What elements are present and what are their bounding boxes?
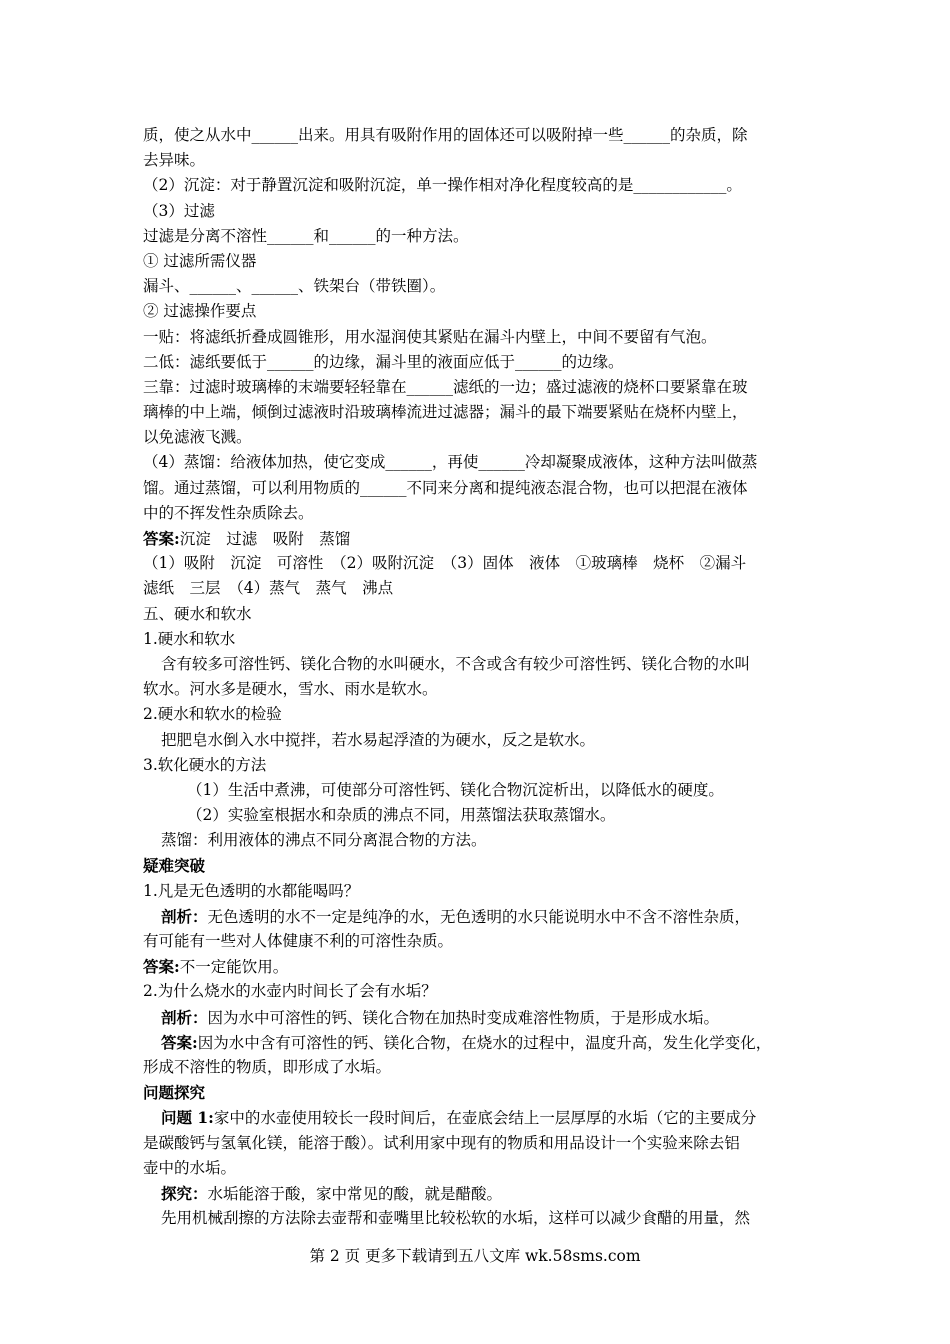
answer-label: 答案: xyxy=(143,529,180,548)
text-line: 中的不挥发性杂质除去。 xyxy=(143,503,314,522)
exploration-label: 探究： xyxy=(161,1183,208,1203)
paragraph: 先用机械刮擦的方法除去壶帮和壶嘴里比较松软的水垢，这样可以减少食醋的用量，然 xyxy=(161,1209,751,1228)
answer-cont: 形成不溶性的物质，即形成了水垢。 xyxy=(143,1057,392,1076)
text-line: ② 过滤操作要点 xyxy=(143,302,257,321)
problem-label: 问题 1: xyxy=(161,1108,214,1128)
text-line: 馏。通过蒸馏，可以利用物质的______不同来分离和提纯液态混合物，也可以把混在液体 xyxy=(143,478,748,497)
subheading: 2.硬水和软水的检验 xyxy=(143,705,282,724)
problem-text: 家中的水壶使用较长一段时间后，在壶底会结上一层厚厚的水垢（它的主要成分 xyxy=(213,1109,757,1128)
analysis-label: 剖析： xyxy=(161,906,208,926)
text-line: 一贴：将滤纸折叠成圆锥形，用水湿润使其紧贴在漏斗内壁上，中间不要留有气泡。 xyxy=(143,327,717,346)
problem-cont: 壶中的水垢。 xyxy=(143,1158,237,1177)
text-line: ① 过滤所需仪器 xyxy=(143,251,257,270)
analysis xyxy=(143,904,808,929)
answer-label: 答案: xyxy=(161,1032,198,1052)
section-title: 疑难突破 xyxy=(143,856,206,876)
answer-line xyxy=(143,954,808,979)
subheading: 3.软化硬水的方法 xyxy=(143,755,267,774)
page-body xyxy=(143,123,808,1231)
text-line: （2）沉淀：对于静置沉淀和吸附沉淀，单一操作相对净化程度较高的是____________。 xyxy=(143,176,742,195)
paragraph: 软水。河水多是硬水，雪水、雨水是软水。 xyxy=(143,680,438,699)
paragraph: （2）实验室根据水和杂质的沸点不同，用蒸馏法获取蒸馏水。 xyxy=(187,806,616,825)
question: 2.为什么烧水的水壶内时间长了会有水垢？ xyxy=(143,982,437,1001)
analysis-text: 无色透明的水不一定是纯净的水，无色透明的水只能说明水中不含不溶性杂质， xyxy=(207,907,751,926)
answer-label: 答案: xyxy=(143,957,180,977)
section-title: 问题探究 xyxy=(143,1083,206,1103)
analysis-cont: 有可能有一些对人体健康不利的可溶性杂质。 xyxy=(143,932,454,950)
analysis-label: 剖析： xyxy=(161,1007,208,1027)
answer-text: 因为水中含有可溶性的钙、镁化合物，在烧水的过程中，温度升高，发生化学变化， xyxy=(197,1033,772,1052)
text-line: （3）过滤 xyxy=(143,201,215,220)
paragraph: 把肥皂水倒入水中搅拌，若水易起浮渣的为硬水，反之是软水。 xyxy=(161,730,596,749)
text-line: 璃棒的中上端，倾倒过滤液时沿玻璃棒流进过滤器；漏斗的最下端要紧贴在烧杯内壁上， xyxy=(143,403,748,422)
paragraph: 含有较多可溶性钙、镁化合物的水叫硬水，不含或含有较少可溶性钙、镁化合物的水叫 xyxy=(161,654,751,673)
analysis-text: 因为水中可溶性的钙、镁化合物在加热时变成难溶性物质，于是形成水垢。 xyxy=(207,1008,720,1027)
answer-line: （1）吸附 沉淀 可溶性 （2）吸附沉淀 （3）固体 液体 ①玻璃棒 烧杯 ②漏斗 xyxy=(143,554,747,573)
paragraph: 蒸馏：利用液体的沸点不同分离混合物的方法。 xyxy=(161,831,487,850)
answer-line xyxy=(143,1030,808,1055)
text-line: 漏斗、______、______、铁架台（带铁圈）。 xyxy=(143,277,446,296)
exploration-text: 水垢能溶于酸，家中常见的酸，就是醋酸。 xyxy=(207,1184,503,1203)
answer-line: 滤纸 三层 （4）蒸气 蒸气 沸点 xyxy=(143,579,394,598)
text-line: 过滤是分离不溶性______和______的一种方法。 xyxy=(143,226,469,245)
answer-text: 不一定能饮用。 xyxy=(179,958,289,977)
problem-cont: 是碳酸钙与氢氧化镁，能溶于酸）。试利用家中现有的物质和用品设计一个实验来除去铝 xyxy=(143,1133,740,1152)
text-line: 三靠：过滤时玻璃棒的末端要轻轻靠在______滤纸的一边；盛过滤液的烧杯口要紧靠在玻 xyxy=(143,377,748,396)
text-line: 以免滤液飞溅。 xyxy=(143,428,252,447)
exploration xyxy=(143,1181,808,1206)
paragraph: （1）生活中煮沸，可使部分可溶性钙、镁化合物沉淀析出，以降低水的硬度。 xyxy=(187,780,724,799)
analysis xyxy=(143,1005,808,1030)
text-line: （4）蒸馏：给液体加热，使它变成______，再使______冷却凝聚成液体，这种方法叫做蒸 xyxy=(143,453,758,472)
page-footer: 第 2 页 更多下载请到五八文库 wk.58sms.com xyxy=(309,1247,641,1265)
problem xyxy=(143,1105,808,1130)
answer-text: 沉淀 过滤 吸附 蒸馏 xyxy=(179,530,351,548)
subheading: 1.硬水和软水 xyxy=(143,629,236,648)
text-line: 质，使之从水中______出来。用具有吸附作用的固体还可以吸附掉一些______的杂质，除 xyxy=(143,126,748,144)
section-title: 五、硬水和软水 xyxy=(143,604,252,623)
answer-line xyxy=(143,526,808,551)
text-line: 去异味。 xyxy=(143,151,206,170)
question: 1.凡是无色透明的水都能喝吗？ xyxy=(143,881,360,900)
text-line: 二低：滤纸要低于______的边缘，漏斗里的液面应低于______的边缘。 xyxy=(143,352,624,371)
